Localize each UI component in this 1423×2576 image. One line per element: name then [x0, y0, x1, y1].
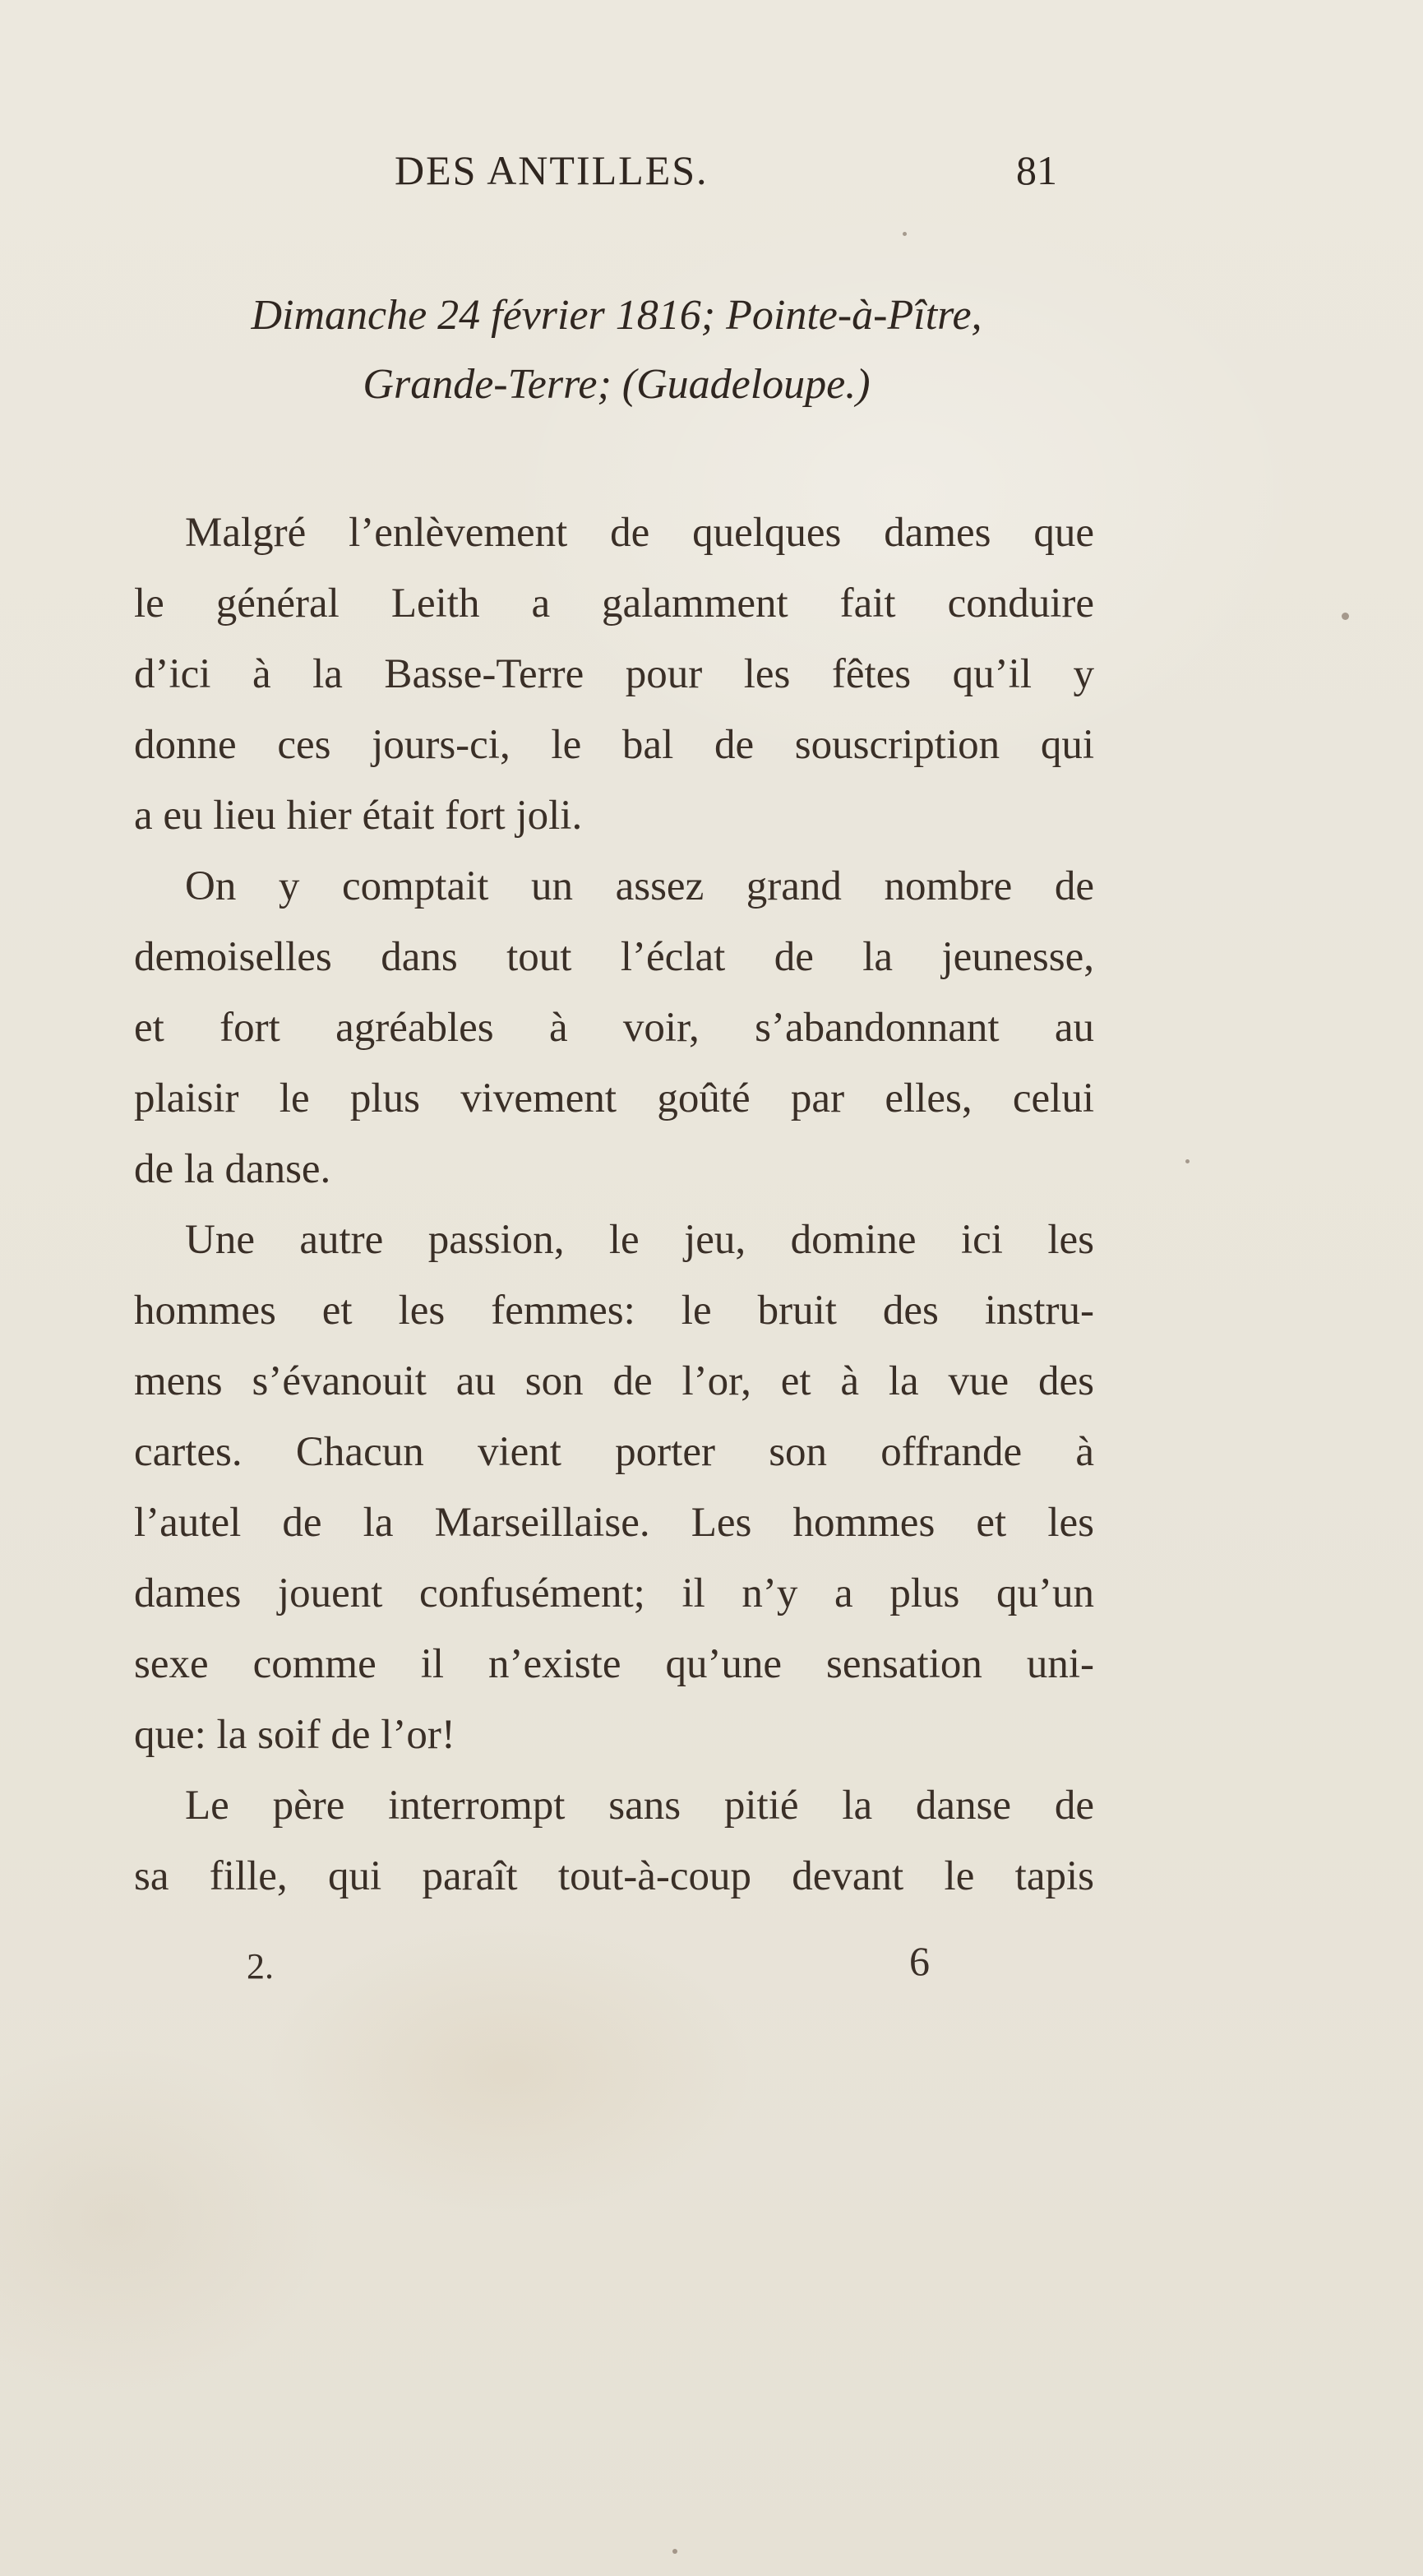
running-title: DES ANTILLES. — [395, 147, 709, 193]
text-line: donne ces jours-ci, le bal de souscription qui — [134, 722, 1094, 768]
text-line: d’ici à la Basse-Terre pour les fêtes qu’il y — [134, 651, 1094, 697]
paper-speck — [672, 2549, 677, 2554]
paragraph-4 — [134, 1770, 1094, 1912]
body-text — [134, 497, 1094, 1912]
running-head — [132, 146, 1077, 212]
text-line: le général Leith a galamment fait conduire — [134, 580, 1094, 627]
dateline-line-1: Dimanche 24 février 1816; Pointe-à-Pître, — [251, 292, 982, 339]
paper-speck — [903, 232, 907, 236]
paragraph-3 — [134, 1205, 1094, 1770]
signature-mark: 2. — [247, 1946, 274, 1986]
paragraph-2 — [134, 851, 1094, 1205]
text-line: On y comptait un assez grand nombre de — [185, 863, 1094, 909]
text-line: sa fille, qui paraît tout-à-coup devant le tapis — [134, 1853, 1094, 1899]
text-line: Une autre passion, le jeu, domine ici les — [185, 1217, 1094, 1263]
paper-speck — [1185, 1159, 1190, 1163]
text-line: dames jouent confusément; il n’y a plus qu’un — [134, 1570, 1094, 1616]
text-line: Malgré l’enlèvement de quelques dames que — [185, 510, 1094, 556]
dateline-line-2: Grande-Terre; (Guadeloupe.) — [363, 361, 871, 408]
text-line: sexe comme il n’existe qu’une sensation uni- — [134, 1641, 1094, 1687]
paragraph-1 — [134, 497, 1094, 851]
text-line: a eu lieu hier était fort joli. — [134, 793, 583, 839]
text-line: que: la soif de l’or! — [134, 1712, 455, 1758]
dateline-heading — [123, 281, 1110, 419]
folio-signature: 6 — [909, 1938, 930, 1984]
text-line: cartes. Chacun vient porter son offrande à — [134, 1429, 1094, 1475]
text-line: et fort agréables à voir, s’abandonnant au — [134, 1005, 1094, 1051]
text-line: mens s’évanouit au son de l’or, et à la vue des — [134, 1358, 1094, 1404]
text-line: de la danse. — [134, 1146, 331, 1192]
page-number: 81 — [1016, 147, 1057, 193]
text-line: l’autel de la Marseillaise. Les hommes et les — [134, 1500, 1094, 1546]
text-line: hommes et les femmes: le bruit des instru- — [134, 1288, 1094, 1334]
paper-speck — [1342, 613, 1349, 620]
text-line: plaisir le plus vivement goûté par elles, celui — [134, 1075, 1094, 1122]
text-line: demoiselles dans tout l’éclat de la jeunesse, — [134, 934, 1094, 980]
text-line: Le père interrompt sans pitié la danse de — [185, 1783, 1094, 1829]
